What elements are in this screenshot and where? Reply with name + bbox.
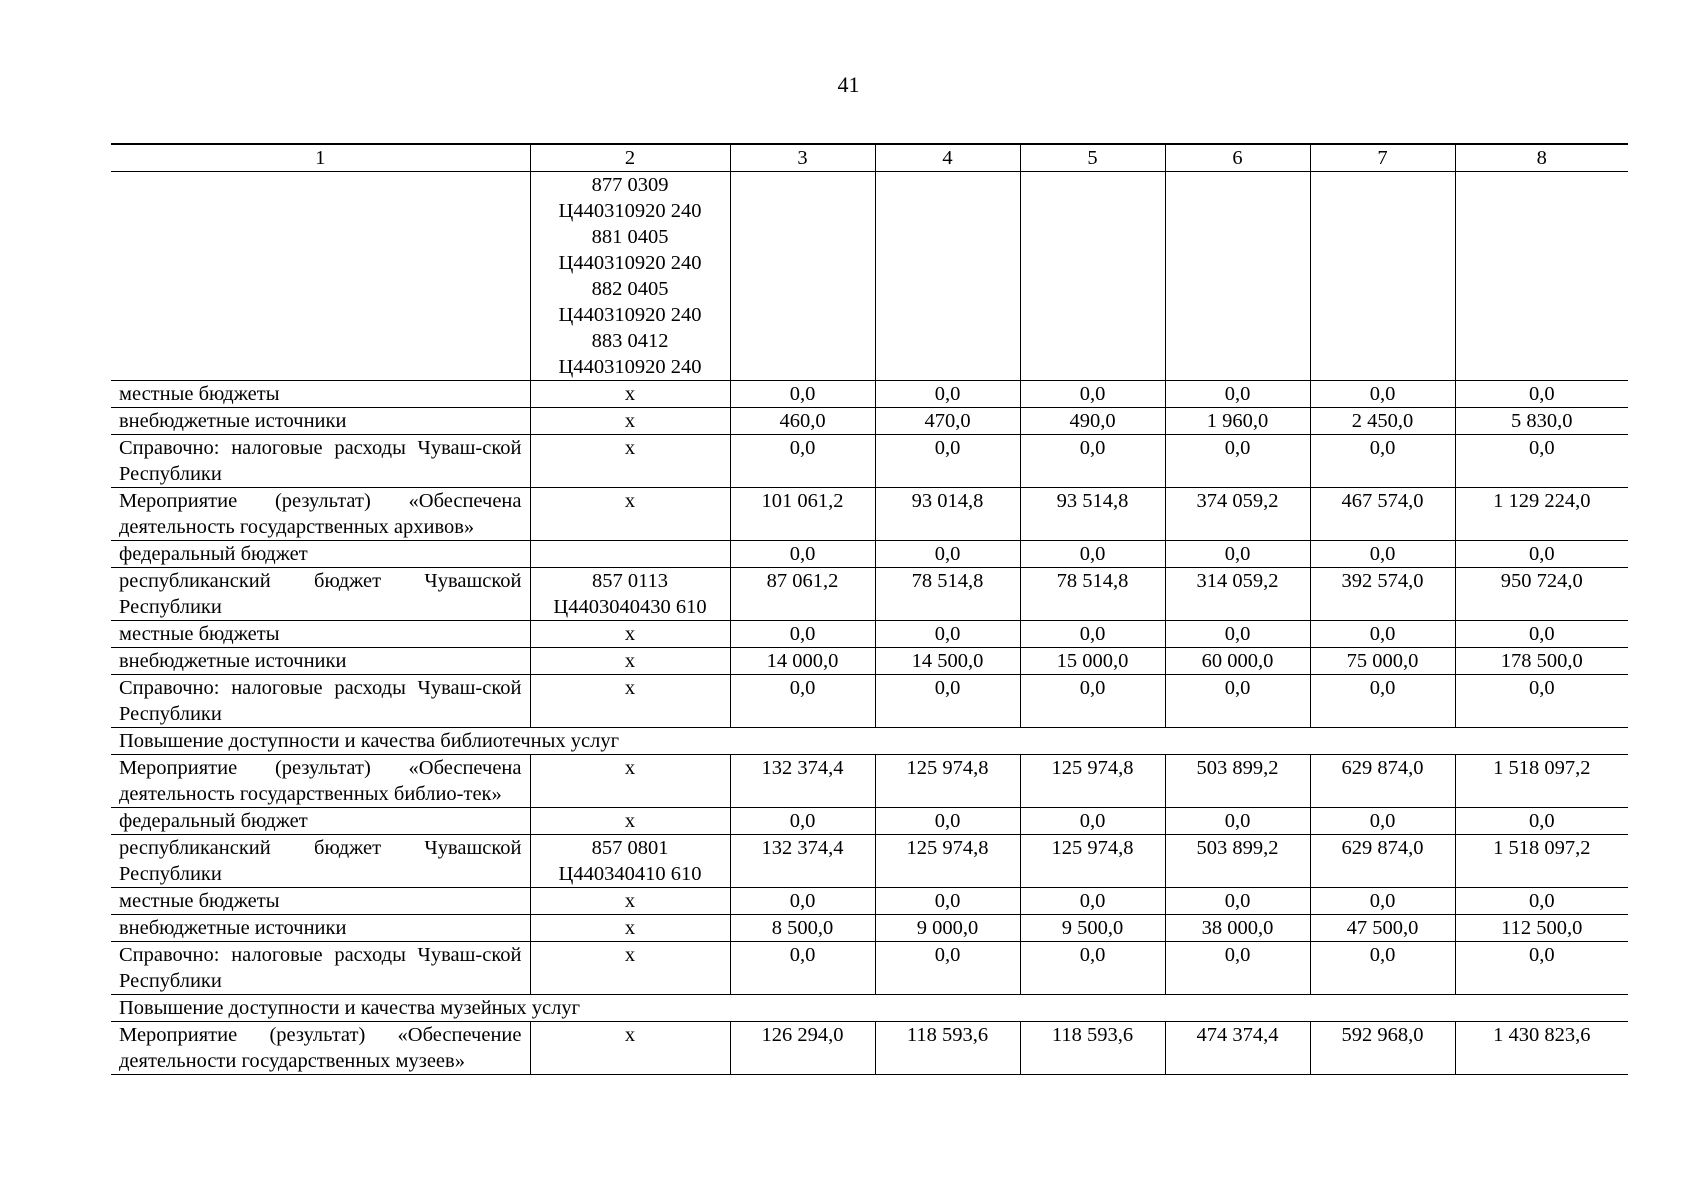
value-cell	[875, 172, 1020, 381]
table-row	[111, 381, 1628, 408]
table-row	[111, 808, 1628, 835]
budget-code-cell: х	[530, 648, 730, 675]
value-cell: 125 974,8	[875, 835, 1020, 888]
value-cell: 490,0	[1020, 408, 1165, 435]
value-cell: 0,0	[1165, 808, 1310, 835]
value-cell: 132 374,4	[730, 835, 875, 888]
value-cell: 0,0	[875, 381, 1020, 408]
column-header: 8	[1455, 144, 1628, 172]
value-cell: 0,0	[1310, 435, 1455, 488]
header-row	[111, 144, 1628, 172]
value-cell: 629 874,0	[1310, 835, 1455, 888]
value-cell: 1 129 224,0	[1455, 488, 1628, 541]
value-cell: 0,0	[1310, 942, 1455, 995]
value-cell: 0,0	[1455, 942, 1628, 995]
value-cell: 0,0	[1310, 808, 1455, 835]
value-cell: 0,0	[1020, 942, 1165, 995]
column-header: 2	[530, 144, 730, 172]
table-row	[111, 1022, 1628, 1075]
value-cell: 0,0	[1310, 621, 1455, 648]
budget-code-cell: х	[530, 1022, 730, 1075]
section-title: Повышение доступности и качества музейных услуг	[111, 995, 1628, 1022]
row-name-cell	[111, 172, 530, 381]
value-cell: 0,0	[1310, 381, 1455, 408]
value-cell: 178 500,0	[1455, 648, 1628, 675]
value-cell: 592 968,0	[1310, 1022, 1455, 1075]
value-cell: 0,0	[1020, 888, 1165, 915]
value-cell: 47 500,0	[1310, 915, 1455, 942]
value-cell: 0,0	[1455, 888, 1628, 915]
value-cell: 0,0	[730, 808, 875, 835]
value-cell: 9 500,0	[1020, 915, 1165, 942]
value-cell: 0,0	[1020, 621, 1165, 648]
value-cell	[1165, 172, 1310, 381]
value-cell	[1020, 172, 1165, 381]
value-cell: 0,0	[730, 381, 875, 408]
budget-code-cell: х	[530, 942, 730, 995]
value-cell: 1 430 823,6	[1455, 1022, 1628, 1075]
value-cell: 0,0	[1455, 675, 1628, 728]
value-cell: 0,0	[1455, 808, 1628, 835]
row-name-cell: Справочно: налоговые расходы Чуваш-ской Республики	[111, 675, 530, 728]
budget-code-cell: х	[530, 675, 730, 728]
value-cell: 112 500,0	[1455, 915, 1628, 942]
value-cell: 78 514,8	[1020, 568, 1165, 621]
table-row	[111, 621, 1628, 648]
value-cell: 15 000,0	[1020, 648, 1165, 675]
row-name-cell: внебюджетные источники	[111, 408, 530, 435]
value-cell: 0,0	[875, 541, 1020, 568]
row-name-cell: внебюджетные источники	[111, 915, 530, 942]
table-row	[111, 675, 1628, 728]
column-header: 3	[730, 144, 875, 172]
table-row	[111, 488, 1628, 541]
value-cell: 392 574,0	[1310, 568, 1455, 621]
value-cell: 14 500,0	[875, 648, 1020, 675]
value-cell: 0,0	[1165, 675, 1310, 728]
value-cell: 9 000,0	[875, 915, 1020, 942]
row-name-cell: Мероприятие (результат) «Обеспечение деятельности государственных музеев»	[111, 1022, 530, 1075]
budget-table	[111, 143, 1628, 1075]
value-cell: 0,0	[730, 942, 875, 995]
table-row	[111, 541, 1628, 568]
column-header: 5	[1020, 144, 1165, 172]
value-cell: 118 593,6	[1020, 1022, 1165, 1075]
budget-code-cell: х	[530, 755, 730, 808]
row-name-cell: федеральный бюджет	[111, 808, 530, 835]
value-cell: 629 874,0	[1310, 755, 1455, 808]
value-cell: 0,0	[1020, 435, 1165, 488]
value-cell: 125 974,8	[1020, 755, 1165, 808]
budget-code-cell: х	[530, 408, 730, 435]
value-cell: 8 500,0	[730, 915, 875, 942]
budget-code-cell: х	[530, 435, 730, 488]
value-cell: 314 059,2	[1165, 568, 1310, 621]
value-cell: 0,0	[730, 888, 875, 915]
value-cell	[1310, 172, 1455, 381]
row-name-cell: республиканский бюджет Чувашской Республики	[111, 568, 530, 621]
value-cell: 0,0	[1455, 435, 1628, 488]
column-header: 4	[875, 144, 1020, 172]
row-name-cell: внебюджетные источники	[111, 648, 530, 675]
page-number: 41	[837, 72, 860, 97]
value-cell: 0,0	[1020, 381, 1165, 408]
value-cell: 0,0	[1020, 808, 1165, 835]
row-name-cell: Мероприятие (результат) «Обеспечена деятельность государственных архивов»	[111, 488, 530, 541]
value-cell: 474 374,4	[1165, 1022, 1310, 1075]
table-row	[111, 915, 1628, 942]
value-cell: 950 724,0	[1455, 568, 1628, 621]
value-cell: 60 000,0	[1165, 648, 1310, 675]
value-cell: 0,0	[1310, 888, 1455, 915]
value-cell: 78 514,8	[875, 568, 1020, 621]
value-cell: 125 974,8	[875, 755, 1020, 808]
value-cell: 0,0	[730, 435, 875, 488]
budget-code-cell: х	[530, 621, 730, 648]
budget-code-cell: х	[530, 915, 730, 942]
value-cell: 0,0	[1020, 675, 1165, 728]
value-cell: 0,0	[1165, 942, 1310, 995]
value-cell: 101 061,2	[730, 488, 875, 541]
table-row	[111, 648, 1628, 675]
section-row	[111, 728, 1628, 755]
row-name-cell: Справочно: налоговые расходы Чуваш-ской Республики	[111, 942, 530, 995]
value-cell: 0,0	[875, 942, 1020, 995]
table-row	[111, 755, 1628, 808]
value-cell: 1 518 097,2	[1455, 755, 1628, 808]
value-cell: 132 374,4	[730, 755, 875, 808]
value-cell: 0,0	[1165, 541, 1310, 568]
column-header: 6	[1165, 144, 1310, 172]
row-name-cell: республиканский бюджет Чувашской Республики	[111, 835, 530, 888]
value-cell: 38 000,0	[1165, 915, 1310, 942]
value-cell	[730, 172, 875, 381]
value-cell: 2 450,0	[1310, 408, 1455, 435]
budget-code-cell: 857 0801 Ц440340410 610	[530, 835, 730, 888]
value-cell: 0,0	[1165, 621, 1310, 648]
table-row	[111, 888, 1628, 915]
value-cell: 0,0	[730, 621, 875, 648]
table-row	[111, 408, 1628, 435]
table-row	[111, 435, 1628, 488]
section-row	[111, 995, 1628, 1022]
value-cell: 0,0	[730, 675, 875, 728]
value-cell: 467 574,0	[1310, 488, 1455, 541]
column-header: 1	[111, 144, 530, 172]
value-cell: 118 593,6	[875, 1022, 1020, 1075]
value-cell: 0,0	[730, 541, 875, 568]
row-name-cell: федеральный бюджет	[111, 541, 530, 568]
budget-code-cell: х	[530, 381, 730, 408]
value-cell	[1455, 172, 1628, 381]
value-cell: 0,0	[1310, 541, 1455, 568]
value-cell: 93 014,8	[875, 488, 1020, 541]
table-row	[111, 835, 1628, 888]
budget-code-cell	[530, 541, 730, 568]
value-cell: 1 518 097,2	[1455, 835, 1628, 888]
budget-code-cell: х	[530, 808, 730, 835]
row-name-cell: Справочно: налоговые расходы Чуваш-ской Республики	[111, 435, 530, 488]
section-title: Повышение доступности и качества библиотечных услуг	[111, 728, 1628, 755]
value-cell: 0,0	[1455, 541, 1628, 568]
value-cell: 0,0	[1165, 381, 1310, 408]
value-cell: 0,0	[1310, 675, 1455, 728]
value-cell: 5 830,0	[1455, 408, 1628, 435]
value-cell: 503 899,2	[1165, 835, 1310, 888]
budget-code-cell: 857 0113 Ц4403040430 610	[530, 568, 730, 621]
column-header: 7	[1310, 144, 1455, 172]
table-row	[111, 568, 1628, 621]
value-cell: 1 960,0	[1165, 408, 1310, 435]
value-cell: 126 294,0	[730, 1022, 875, 1075]
budget-code-cell: х	[530, 488, 730, 541]
value-cell: 0,0	[1165, 888, 1310, 915]
table-row	[111, 942, 1628, 995]
value-cell: 93 514,8	[1020, 488, 1165, 541]
value-cell: 470,0	[875, 408, 1020, 435]
value-cell: 0,0	[875, 888, 1020, 915]
value-cell: 125 974,8	[1020, 835, 1165, 888]
budget-code-cell: 877 0309 Ц440310920 240 881 0405 Ц440310920 240 882 0405 Ц440310920 240 883 0412 Ц440310920 240	[530, 172, 730, 381]
value-cell: 0,0	[1455, 381, 1628, 408]
value-cell: 0,0	[1455, 621, 1628, 648]
row-name-cell: местные бюджеты	[111, 381, 530, 408]
value-cell: 87 061,2	[730, 568, 875, 621]
row-name-cell: местные бюджеты	[111, 888, 530, 915]
value-cell: 503 899,2	[1165, 755, 1310, 808]
value-cell: 14 000,0	[730, 648, 875, 675]
value-cell: 374 059,2	[1165, 488, 1310, 541]
value-cell: 0,0	[875, 808, 1020, 835]
value-cell: 460,0	[730, 408, 875, 435]
table-row	[111, 172, 1628, 381]
value-cell: 0,0	[875, 621, 1020, 648]
value-cell: 0,0	[1165, 435, 1310, 488]
value-cell: 75 000,0	[1310, 648, 1455, 675]
row-name-cell: Мероприятие (результат) «Обеспечена деятельность государственных библио-тек»	[111, 755, 530, 808]
value-cell: 0,0	[875, 675, 1020, 728]
value-cell: 0,0	[875, 435, 1020, 488]
table-body	[111, 172, 1628, 1075]
value-cell: 0,0	[1020, 541, 1165, 568]
budget-code-cell: х	[530, 888, 730, 915]
row-name-cell: местные бюджеты	[111, 621, 530, 648]
